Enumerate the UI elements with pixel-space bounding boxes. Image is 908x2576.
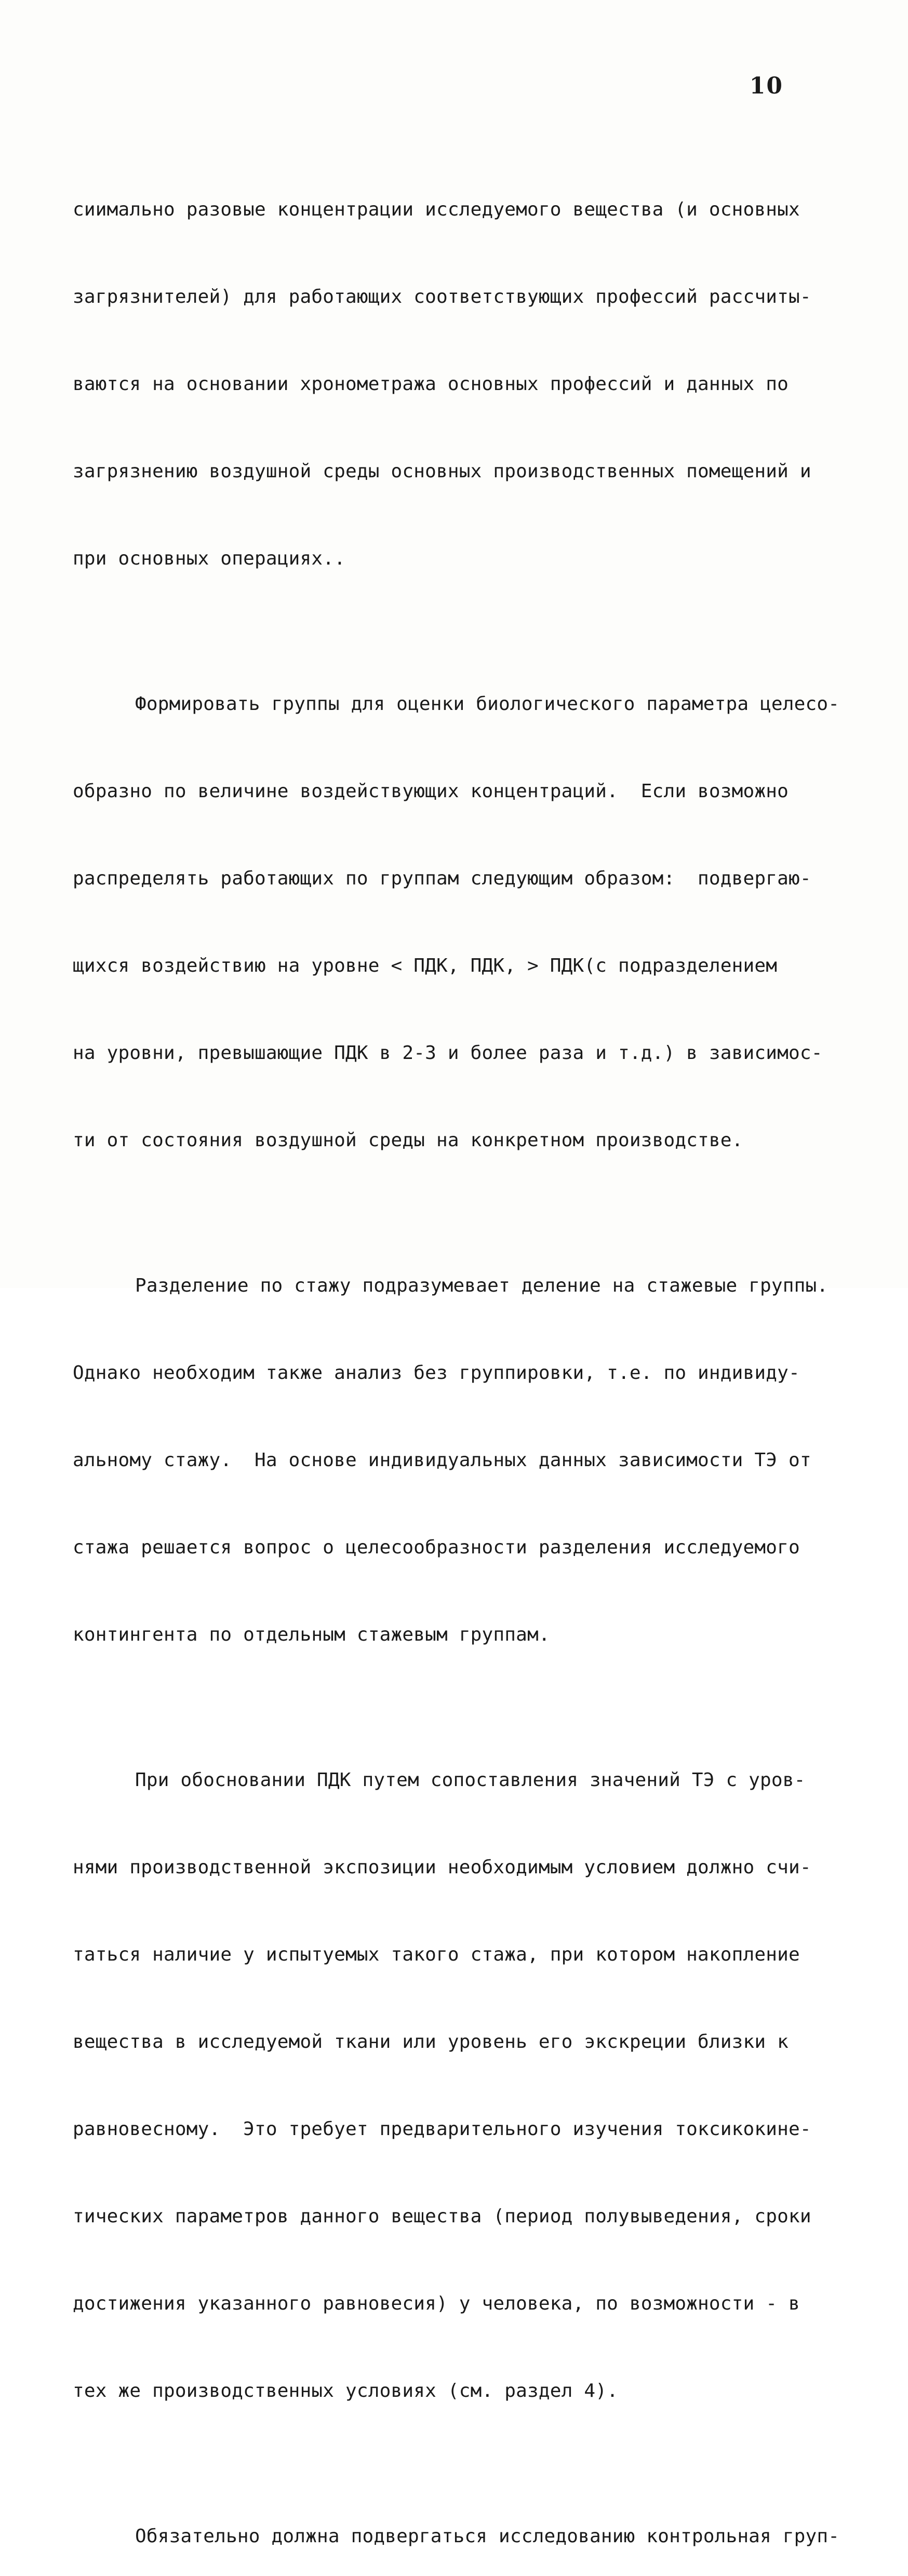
body-line: Разделение по стажу подразумевает деление на стажевые группы. [135, 1275, 829, 1296]
body-line: достижения указанного равновесия) у человека, по возможности - в [73, 2293, 800, 2314]
body-line: ти от состояния воздушной среды на конкретном производстве. [73, 1130, 743, 1151]
body-line: стажа решается вопрос о целесообразности разделения исследуемого [73, 1537, 800, 1558]
body-line: при основных операциях.. [73, 548, 345, 569]
body-line: При обосновании ПДК путем сопоставления значений ТЭ с уров- [135, 1769, 806, 1791]
body-line: контингента по отдельным стажевым группам. [73, 1624, 550, 1645]
body-line: равновесному. Это требует предварительного изучения токсикокине- [73, 2118, 811, 2140]
body-line: загрязнителей) для работающих соответствующих профессий рассчиты- [73, 286, 811, 307]
body-line: загрязнению воздушной среды основных производственных помещений и [73, 461, 811, 482]
page-number: 10 [749, 73, 783, 99]
body-line: Однако необходим также анализ без группировки, т.е. по индивиду- [73, 1362, 800, 1384]
body-line: тех же производственных условиях (см. раздел 4). [73, 2380, 618, 2401]
body-line: щихся воздействию на уровне < ПДК, ПДК, > ПДК(с подразделением [73, 955, 778, 976]
page-body [73, 108, 842, 2576]
body-line: тических параметров данного вещества (период полувыведения, сроки [73, 2206, 811, 2227]
body-line: на уровни, превышающие ПДК в 2-3 и более раза и т.д.) в зависимос- [73, 1042, 823, 1064]
body-line: таться наличие у испытуемых такого стажа, при котором накопление [73, 1944, 800, 1965]
body-line: Обязательно должна подвергаться исследованию контрольная груп- [135, 2526, 840, 2547]
body-line: распределять работающих по группам следующим образом: подвергаю- [73, 868, 811, 889]
body-line: Формировать группы для оценки биологического параметра целесо- [135, 693, 840, 715]
body-line: вещества в исследуемой ткани или уровень его экскреции близки к [73, 2031, 789, 2052]
body-line: нями производственной экспозиции необходимым условием должно счи- [73, 1857, 811, 1878]
body-line: альному стажу. На основе индивидуальных данных зависимости ТЭ от [73, 1450, 811, 1471]
body-line: ваются на основании хронометража основных профессий и данных по [73, 373, 789, 395]
body-line: образно по величине воздействующих концентраций. Если возможно [73, 781, 789, 802]
body-line: сиимально разовые концентрации исследуемого вещества (и основных [73, 199, 800, 220]
